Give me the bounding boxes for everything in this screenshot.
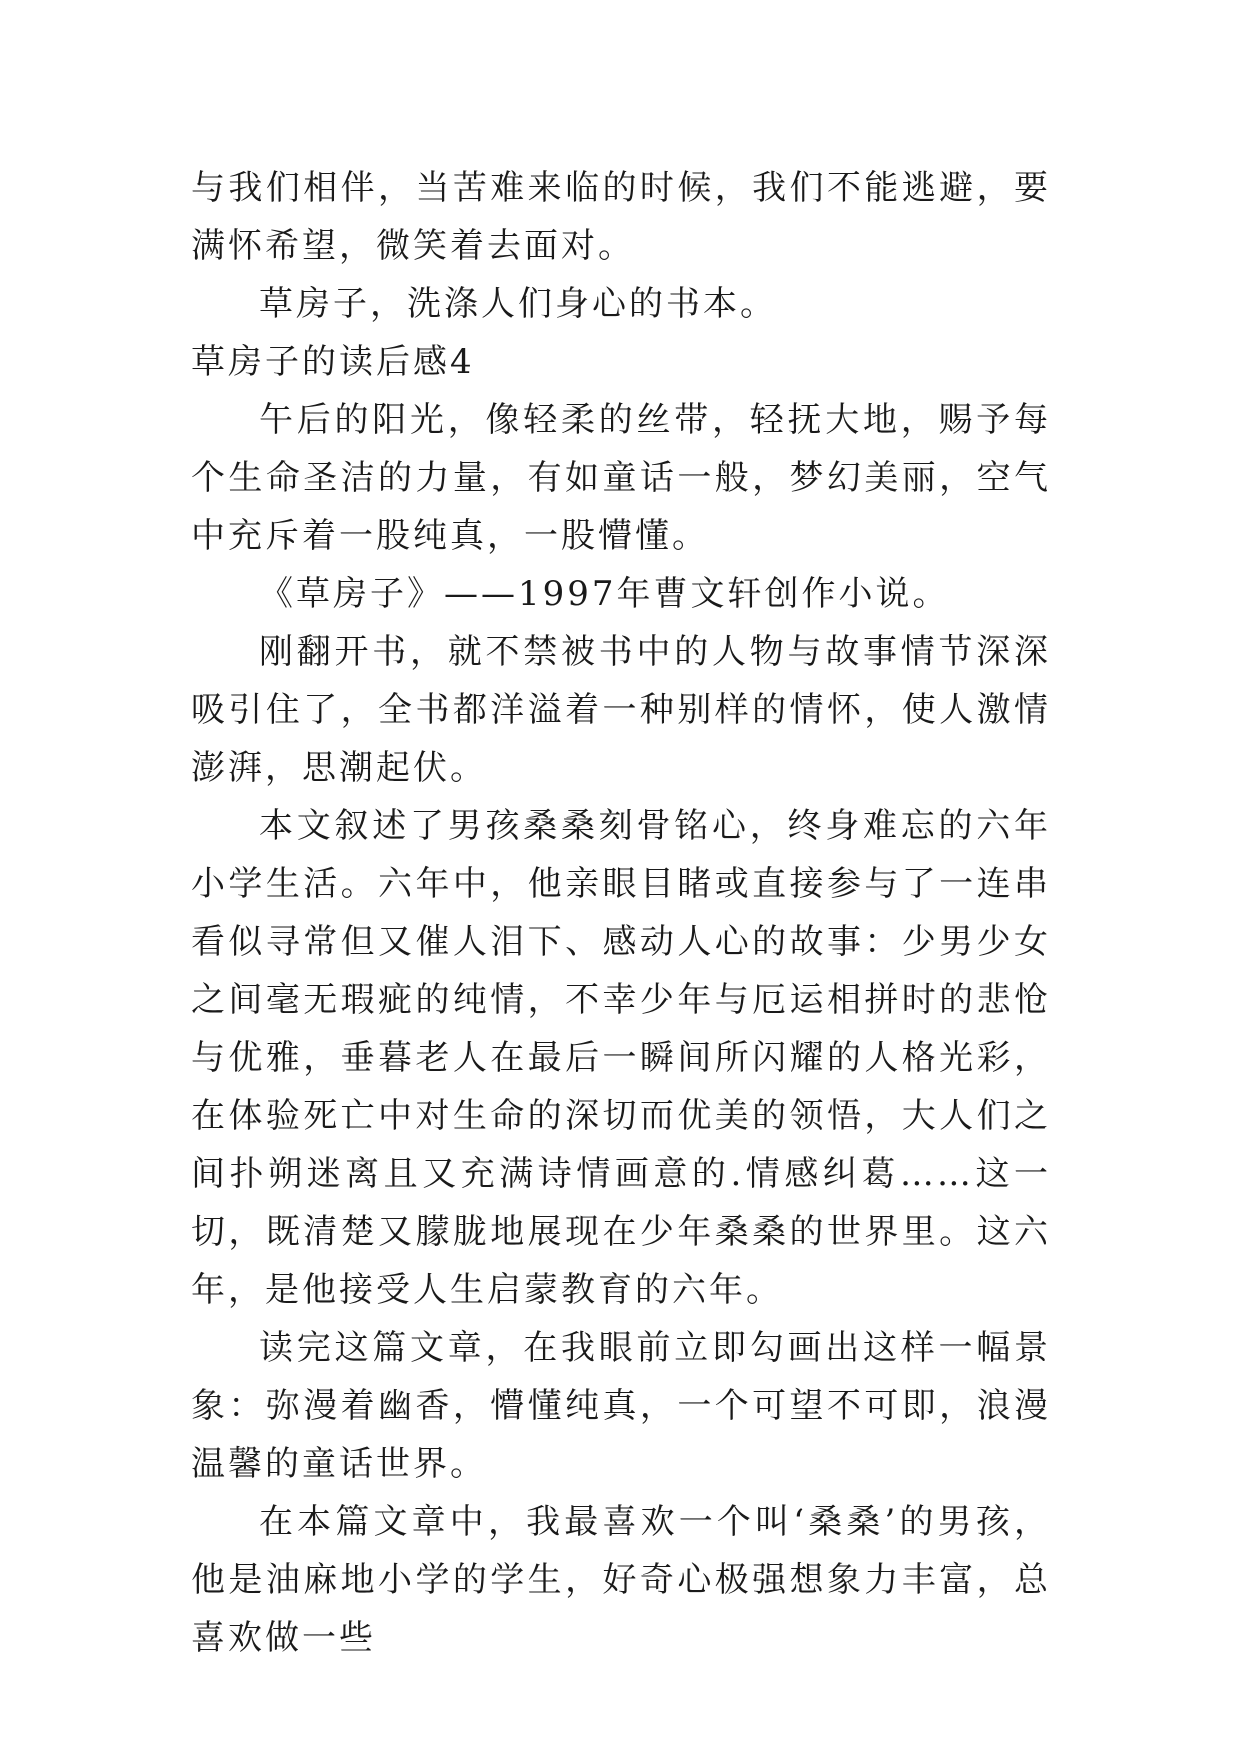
paragraph: 在本篇文章中，我最喜欢一个叫‘桑桑’的男孩，他是油麻地小学的学生，好奇心极强想象力丰富，总喜欢做一些: [191, 1502, 1051, 1658]
paragraph: 读完这篇文章，在我眼前立即勾画出这样一幅景象：弥漫着幽香，懵懂纯真，一个可望不可即，浪漫温馨的童话世界。: [191, 1328, 1051, 1484]
document-body: [191, 159, 1051, 1667]
paragraph: 午后的阳光，像轻柔的丝带，轻抚大地，赐予每个生命圣洁的力量，有如童话一般，梦幻美丽，空气中充斥着一股纯真，一股懵懂。: [191, 400, 1051, 556]
paragraph: 《草房子》——1997年曹文轩创作小说。: [259, 574, 950, 614]
paragraph: 与我们相伴，当苦难来临的时候，我们不能逃避，要满怀希望，微笑着去面对。: [191, 168, 1051, 266]
section-heading: 草房子的读后感4: [191, 342, 475, 382]
paragraph: 草房子，洗涤人们身心的书本。: [259, 284, 777, 324]
paragraph: 刚翻开书，就不禁被书中的人物与故事情节深深吸引住了，全书都洋溢着一种别样的情怀，使人激情澎湃，思潮起伏。: [191, 632, 1051, 788]
paragraph: 本文叙述了男孩桑桑刻骨铭心，终身难忘的六年小学生活。六年中，他亲眼目睹或直接参与了一连串看似寻常但又催人泪下、感动人心的故事：少男少女之间毫无瑕疵的纯情，不幸少年与厄运相拼时的悲怆与优雅，垂暮老人在最后一瞬间所闪耀的人格光彩，在体验死亡中对生命的深切而优美的领悟，大人们之间扑朔迷离且又充满诗情画意的.情感纠葛……这一切，既清楚又朦胧地展现在少年桑桑的世界里。这六年，是他接受人生启蒙教育的六年。: [191, 806, 1051, 1310]
